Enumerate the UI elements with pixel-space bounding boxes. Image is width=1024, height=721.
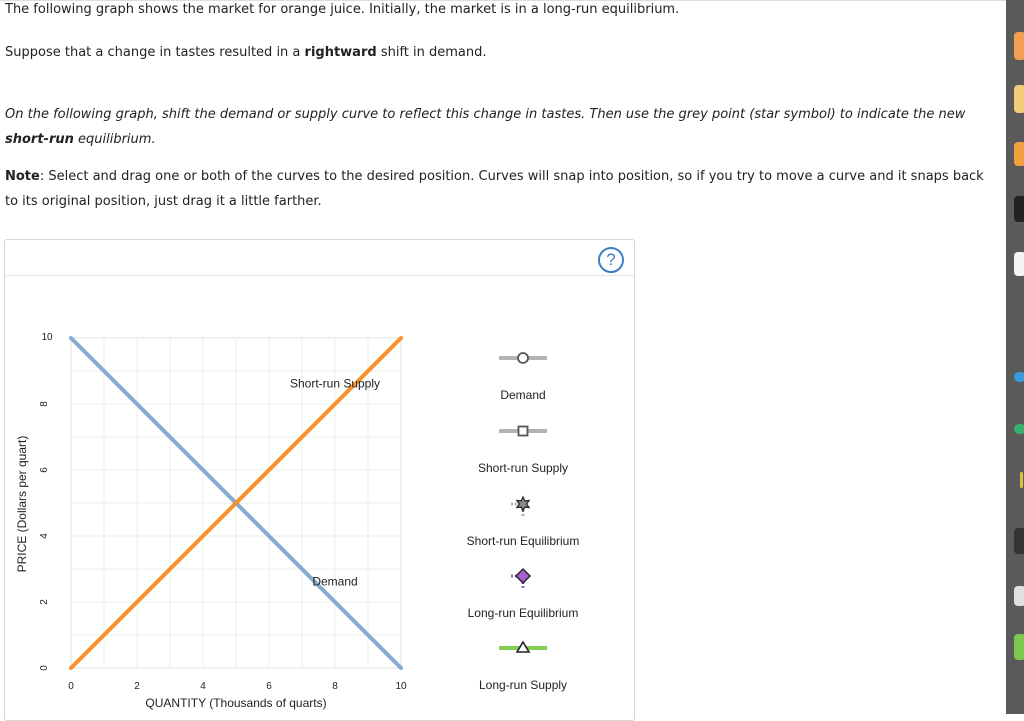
- help-icon[interactable]: ?: [598, 247, 624, 273]
- scenario-text: [5, 40, 487, 65]
- side-dot-green[interactable]: [1014, 424, 1024, 434]
- side-tab-orange-2[interactable]: [1014, 142, 1024, 166]
- legend-item[interactable]: [468, 569, 579, 620]
- side-tab-orange[interactable]: [1014, 32, 1024, 60]
- task-line-1: On the following graph, shift the demand or supply curve to reflect this change in tastes. Then use the grey point (star symbol) to indicate the new: [5, 107, 966, 122]
- note-text: [5, 164, 984, 214]
- x-tick-label: 8: [332, 681, 338, 692]
- circle-icon[interactable]: [518, 353, 528, 363]
- side-tab-yellow[interactable]: [1014, 85, 1024, 113]
- star-icon[interactable]: [517, 497, 529, 511]
- x-tick-label: 2: [134, 681, 140, 692]
- side-mark-yellow: [1020, 472, 1023, 488]
- task-line-2: [5, 127, 965, 152]
- x-tick-label: 0: [68, 681, 74, 692]
- x-tick-label: 6: [266, 681, 272, 692]
- side-tab-grey[interactable]: [1014, 586, 1024, 606]
- y-tick-label: 4: [39, 533, 50, 539]
- legend-label: Short-run Equilibrium: [466, 534, 580, 548]
- task-bold: short-run: [5, 132, 74, 147]
- legend-item[interactable]: [467, 497, 580, 548]
- legend-label: Demand: [500, 388, 546, 402]
- square-icon[interactable]: [519, 427, 528, 436]
- y-tick-label: 6: [39, 467, 50, 473]
- side-dot-blue[interactable]: [1014, 372, 1024, 382]
- side-tab-green[interactable]: [1014, 634, 1024, 660]
- x-tick-label: 4: [200, 681, 206, 692]
- y-tick-label: 2: [39, 599, 50, 605]
- legend-item[interactable]: [478, 427, 568, 476]
- x-axis-label: QUANTITY (Thousands of quarts): [145, 696, 327, 710]
- legend-label: Long-run Equilibrium: [467, 606, 579, 620]
- graph-canvas[interactable]: [5, 240, 634, 715]
- short-run-supply-curve-label: Short-run Supply: [289, 376, 381, 391]
- note-label: Note: [5, 169, 40, 184]
- legend: [467, 353, 580, 692]
- note-line-1: : Select and drag one or both of the curves to the desired position. Curves will snap into position, so if you try to move a curve and it snaps back: [39, 169, 984, 184]
- note-line-2: to its original position, just drag it a little farther.: [5, 194, 322, 209]
- y-tick-label: 8: [39, 401, 50, 407]
- y-axis-label: PRICE (Dollars per quart): [15, 435, 29, 573]
- task-rest: equilibrium.: [73, 132, 156, 147]
- legend-item[interactable]: [499, 353, 547, 402]
- y-tick-label: 0: [39, 665, 50, 671]
- side-tab-dark-2[interactable]: [1014, 528, 1024, 554]
- legend-label: Long-run Supply: [478, 678, 568, 692]
- y-tick-label: 10: [41, 332, 53, 343]
- intro-text: [5, 0, 679, 22]
- legend-label: Short-run Supply: [477, 461, 569, 475]
- legend-item[interactable]: [479, 642, 567, 692]
- side-tab-dark[interactable]: [1014, 196, 1024, 222]
- diamond-icon[interactable]: [516, 569, 530, 583]
- intro-sentence: The following graph shows the market for orange juice. Initially, the market is in a long-run equilibrium.: [5, 2, 680, 17]
- side-tab-light[interactable]: [1014, 252, 1024, 276]
- demand-curve-label: Demand: [312, 574, 358, 589]
- task-text: [5, 102, 965, 152]
- scenario-post: shift in demand.: [376, 45, 487, 60]
- graph-panel: [4, 239, 635, 721]
- scenario-bold: rightward: [304, 45, 377, 60]
- x-tick-label: 10: [395, 681, 407, 692]
- scenario-pre: Suppose that a change in tastes resulted in a: [5, 45, 305, 60]
